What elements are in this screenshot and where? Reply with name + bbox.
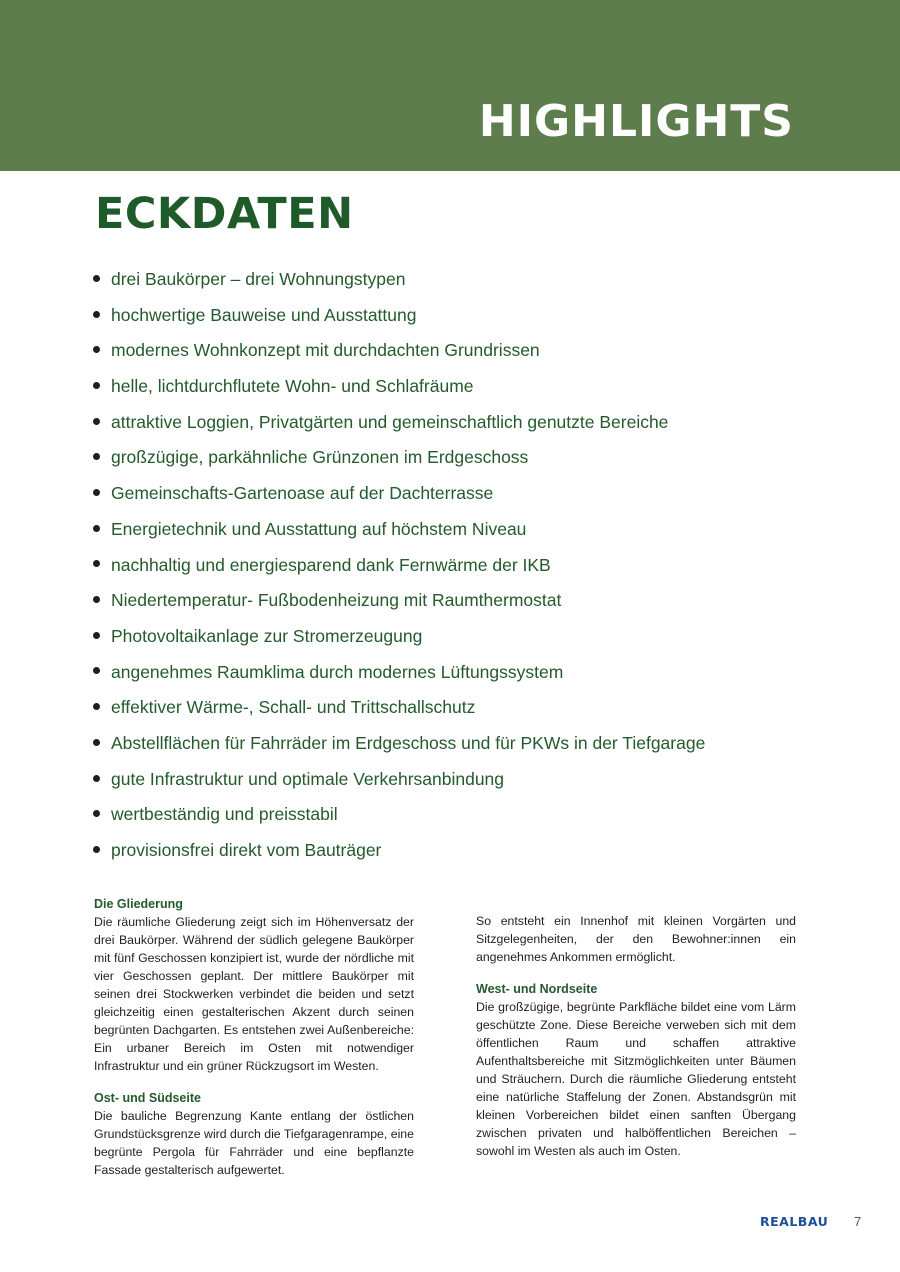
bullet-icon (93, 560, 100, 567)
bullet-icon (93, 382, 100, 389)
west-nord-paragraph: Die großzügige, begrünte Parkfläche bildet eine vom Lärm geschützte Zone. Diese Bereiche verweben sich mit dem öffentlichen Raum und schaffen attraktive Aufenthaltsbereiche mit Sitzmöglichkeiten unter Bäumen und Sträuchern. Durch die räumliche Gliederung entsteht eine natürliche Staffelung der Zonen. Abstandsgrün mit kleinen Vorbereichen bildet einen sanften Übergang zwischen privaten und halböffentlichen Bereichen – sowohl im Westen als auch im Osten. (476, 1000, 796, 1158)
list-item (93, 797, 853, 833)
list-item (93, 762, 853, 798)
list-item-text: provisionsfrei direkt vom Bauträger (111, 840, 382, 860)
bullet-icon (93, 739, 100, 746)
list-item-text: Photovoltaikanlage zur Stromerzeugung (111, 625, 423, 646)
bullet-icon (93, 810, 100, 817)
list-item (93, 512, 853, 548)
bullet-icon (93, 703, 100, 710)
list-item-text: gute Infrastruktur und optimale Verkehrsanbindung (111, 768, 505, 789)
list-item (93, 726, 853, 762)
gliederung-paragraph: Die räumliche Gliederung zeigt sich im Höhenversatz der drei Baukörper. Während der südlich gelegene Baukörper mit fünf Geschossen konzipiert ist, wurde der nördliche mit vier Geschossen geplant. Der mittlere Baukörper mit seinen drei Stockwerken verbindet die beiden und setzt gleichzeitig einen gestalterischen Akzent durch seinen begrünten Dachgarten. Es entstehen zwei Außenbereiche: Ein urbaner Bereich im Osten mit notwendiger Infrastruktur und ein grüner Rückzugsort im Westen. (94, 915, 414, 1073)
innenhof-paragraph: So entsteht ein Innenhof mit kleinen Vorgärten und Sitzgelegenheiten, der den Bewohner:innen ein angenehmes Ankommen ermöglicht. (476, 914, 796, 964)
bullet-icon (93, 846, 100, 853)
list-item (93, 476, 853, 512)
list-item (93, 440, 853, 476)
list-item (93, 833, 853, 869)
bullet-icon (93, 632, 100, 639)
bullet-icon (93, 275, 100, 282)
list-item-text: drei Baukörper – drei Wohnungstypen (111, 269, 406, 289)
bullet-icon (93, 525, 100, 532)
list-item (93, 369, 853, 405)
list-item-text: angenehmes Raumklima durch modernes Lüftungssystem (111, 661, 564, 682)
list-item-text: Gemeinschafts-Gartenoase auf der Dachterrasse (111, 483, 494, 504)
right-text-column (476, 912, 796, 1174)
ost-sued-heading: Ost- und Südseite (94, 1091, 201, 1105)
list-item-text: Abstellflächen für Fahrräder im Erdgeschoss und für PKWs in der Tiefgarage (111, 732, 706, 753)
list-item-text: modernes Wohnkonzept mit durchdachten Grundrissen (111, 340, 540, 361)
list-item (93, 548, 853, 584)
list-item-text: helle, lichtdurchflutete Wohn- und Schlafräume (111, 376, 474, 397)
list-item (93, 262, 853, 298)
list-item-text: attraktive Loggien, Privatgärten und gemeinschaftlich genutzte Bereiche (111, 411, 669, 432)
ost-sued-paragraph: Die bauliche Begrenzung Kante entlang der östlichen Grundstücksgrenze wird durch die Tiefgaragenrampe, eine begrünte Pergola für Fahrräder und eine bepflanzte Fassade gestalterisch aufgewertet. (94, 1109, 414, 1177)
bullet-icon (93, 346, 100, 353)
bullet-icon (93, 418, 100, 425)
brand-logo: REALBAU (760, 1214, 829, 1229)
section-title: ECKDATEN (95, 189, 354, 239)
list-item-text: hochwertige Bauweise und Ausstattung (111, 304, 417, 325)
list-item (93, 298, 853, 334)
list-item (93, 333, 853, 369)
bullet-icon (93, 453, 100, 460)
bullet-icon (93, 775, 100, 782)
list-item-text: nachhaltig und energiesparend dank Fernwärme der IKB (111, 554, 551, 575)
left-text-column (94, 895, 414, 1193)
highlights-list (93, 262, 853, 869)
list-item (93, 690, 853, 726)
list-item-text: wertbeständig und preisstabil (111, 804, 338, 825)
west-nord-heading: West- und Nordseite (476, 982, 598, 996)
list-item-text: großzügige, parkähnliche Grünzonen im Erdgeschoss (111, 447, 529, 468)
list-item (93, 619, 853, 655)
bullet-icon (93, 596, 100, 603)
gliederung-heading: Die Gliederung (94, 897, 183, 911)
bullet-icon (93, 667, 100, 674)
list-item-text: effektiver Wärme-, Schall- und Trittschallschutz (111, 697, 476, 718)
bullet-icon (93, 489, 100, 496)
list-item (93, 655, 853, 691)
page-header-title: HIGHLIGHTS (478, 96, 794, 147)
list-item-text: Niedertemperatur- Fußbodenheizung mit Raumthermostat (111, 590, 562, 611)
list-item (93, 583, 853, 619)
bullet-icon (93, 311, 100, 318)
page-number: 7 (854, 1214, 862, 1229)
list-item (93, 405, 853, 441)
list-item-text: Energietechnik und Ausstattung auf höchstem Niveau (111, 518, 527, 539)
